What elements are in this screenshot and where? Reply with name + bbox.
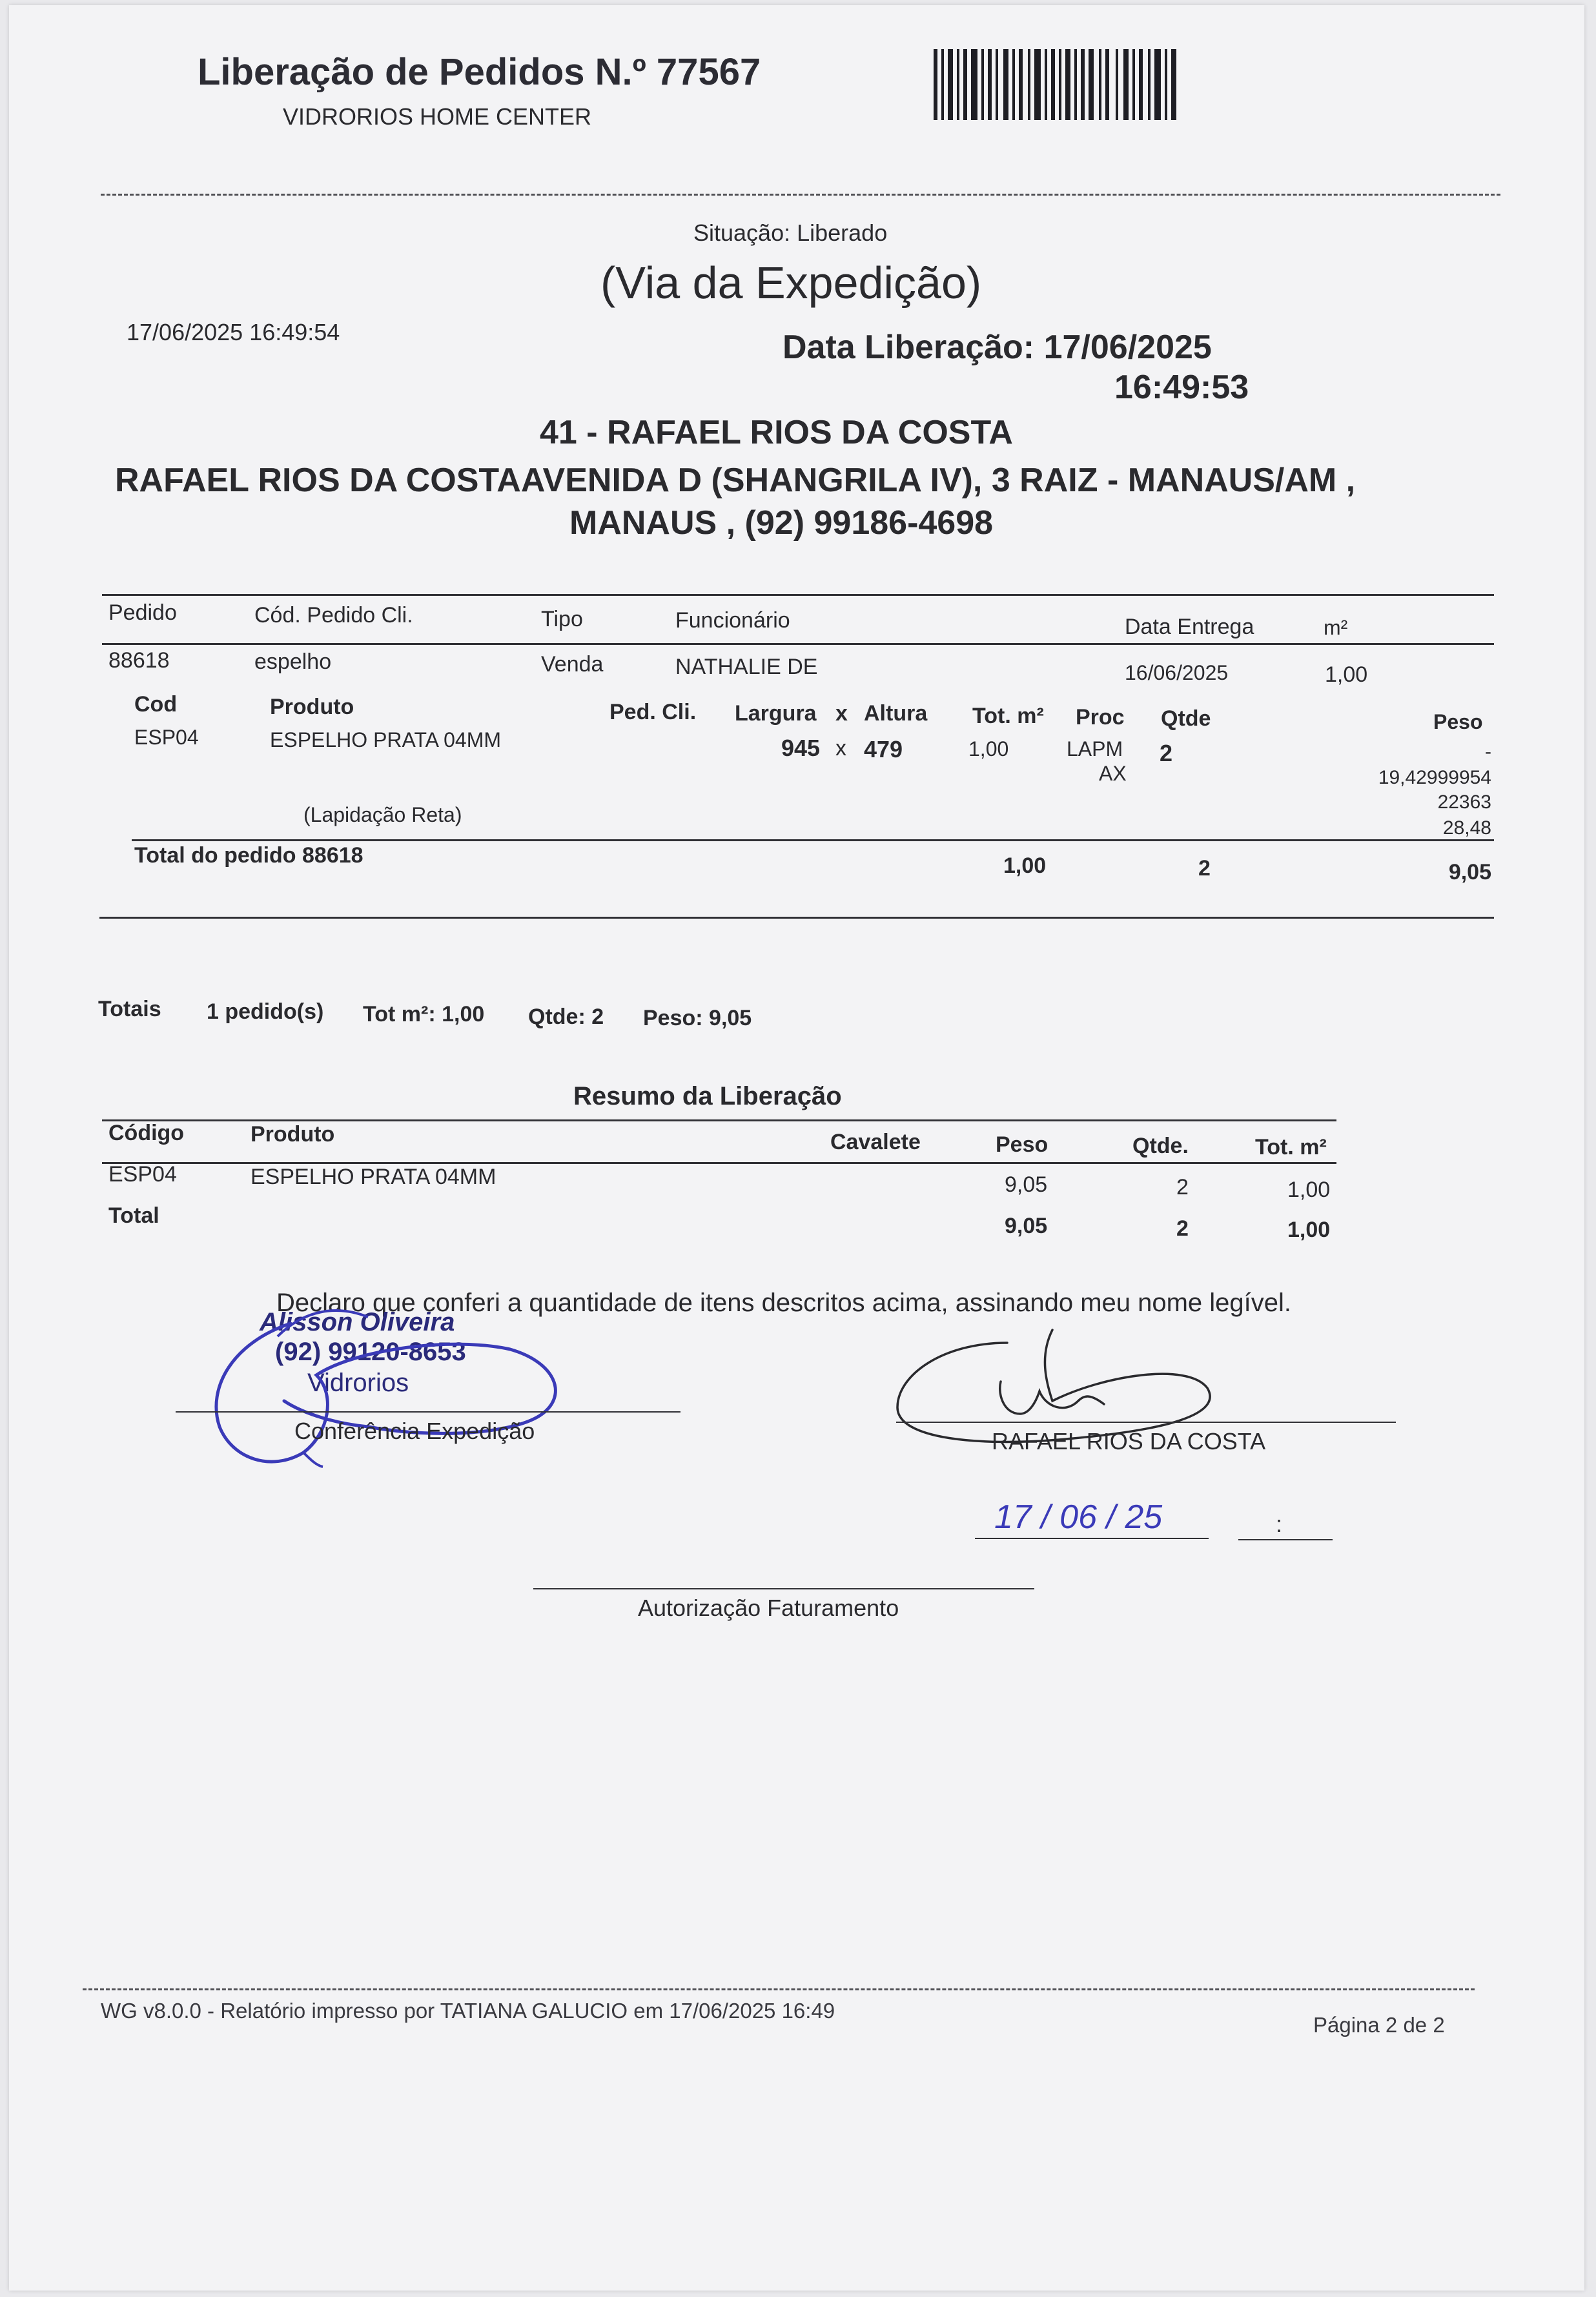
item-header-produto: Produto (270, 695, 354, 719)
summary-header-codigo: Código (108, 1121, 185, 1145)
footer-rule (83, 1988, 1475, 1990)
summary-header-produto: Produto (251, 1122, 335, 1147)
item-note: (Lapidação Reta) (303, 803, 462, 826)
stamp-name: Alisson Oliveira (260, 1308, 455, 1336)
order-header-funcionario: Funcionário (675, 608, 790, 633)
document-title: Liberação de Pedidos N.º 77567 (198, 51, 761, 93)
summary-total-qtde: 2 (1176, 1216, 1189, 1241)
status-text: Situação: Liberado (693, 219, 888, 246)
via-title: (Via da Expedição) (600, 258, 982, 308)
order-header-tipo: Tipo (541, 607, 583, 631)
client-signature-scribble (891, 1317, 1227, 1446)
stamp-company: Vidrorios (307, 1369, 409, 1397)
order-tipo-value: Venda (541, 652, 604, 677)
client-address-line1: RAFAEL RIOS DA COSTAAVENIDA D (SHANGRILA IV), 3 RAIZ - MANAUS/AM , (115, 462, 1356, 499)
item-x-value: x (835, 736, 846, 761)
order-m2-value: 1,00 (1325, 662, 1368, 687)
client-signature-line (896, 1422, 1396, 1423)
summary-header-rule (102, 1162, 1336, 1164)
item-header-qtde: Qtde (1161, 706, 1211, 731)
item-header-proc: Proc (1076, 705, 1125, 730)
totals-label: Totais (98, 997, 161, 1021)
item-header-altura: Altura (864, 701, 928, 726)
client-signature-label: RAFAEL RIOS DA COSTA (992, 1428, 1266, 1455)
order-cod-pedido-cli-value: espelho (254, 649, 332, 674)
totals-tot-m2: Tot m²: 1,00 (363, 1002, 485, 1026)
order-total-peso: 9,05 (1448, 860, 1491, 884)
summary-top-rule (102, 1119, 1336, 1121)
time-line (1238, 1539, 1333, 1540)
summary-title: Resumo da Liberação (573, 1082, 842, 1110)
barcode (934, 49, 1180, 120)
item-peso-line1: - (1485, 741, 1491, 762)
liberation-time: 16:49:53 (1114, 369, 1249, 406)
company-name: VIDRORIOS HOME CENTER (283, 103, 592, 130)
order-header-data-entrega: Data Entrega (1125, 615, 1254, 639)
item-tot-m2-value: 1,00 (968, 737, 1009, 761)
client-address-line2: MANAUS , (92) 99186-4698 (569, 504, 994, 542)
order-data-entrega-value: 16/06/2025 (1125, 661, 1229, 684)
summary-codigo-value: ESP04 (108, 1162, 177, 1187)
item-proc-line1: LAPM (1067, 737, 1123, 761)
item-header-x: x (835, 701, 848, 726)
summary-total-peso: 9,05 (1005, 1214, 1048, 1238)
summary-qtde-value: 2 (1176, 1175, 1189, 1200)
header-divider (101, 194, 1500, 196)
order-total-tot-m2: 1,00 (1003, 853, 1047, 878)
order-total-label: Total do pedido 88618 (134, 843, 363, 868)
item-header-cod: Cod (134, 692, 178, 717)
summary-header-peso: Peso (996, 1132, 1049, 1157)
item-largura-value: 945 (781, 735, 821, 761)
order-header-pedido: Pedido (108, 600, 177, 625)
order-table-top-rule (102, 594, 1494, 596)
handwritten-date: 17 / 06 / 25 (994, 1498, 1163, 1536)
summary-header-cavalete: Cavalete (830, 1130, 921, 1154)
order-funcionario-value: NATHALIE DE (675, 655, 818, 679)
item-cod-value: ESP04 (134, 726, 199, 749)
totals-peso: Peso: 9,05 (643, 1006, 752, 1030)
totals-pedidos: 1 pedido(s) (207, 999, 324, 1024)
item-header-tot-m2: Tot. m² (972, 704, 1044, 728)
totals-qtde: Qtde: 2 (528, 1005, 604, 1029)
summary-peso-value: 9,05 (1005, 1172, 1048, 1197)
authorization-label: Autorização Faturamento (638, 1595, 899, 1621)
item-proc-line2: AX (1099, 762, 1127, 785)
order-pedido-value: 88618 (108, 648, 170, 673)
summary-total-label: Total (108, 1203, 159, 1228)
item-altura-value: 479 (864, 736, 903, 762)
barcode-graphic (934, 49, 1180, 120)
summary-header-tot-m2: Tot. m² (1255, 1135, 1327, 1159)
client-code-name: 41 - RAFAEL RIOS DA COSTA (540, 414, 1013, 451)
order-total-qtde: 2 (1198, 856, 1211, 881)
item-header-largura: Largura (735, 701, 817, 726)
date-line (975, 1538, 1209, 1539)
item-header-ped-cli: Ped. Cli. (609, 700, 697, 724)
item-peso-line4: 28,48 (1442, 817, 1491, 839)
item-header-peso: Peso (1433, 710, 1483, 733)
stamp-phone: (92) 99120-8653 (275, 1338, 466, 1366)
summary-produto-value: ESPELHO PRATA 04MM (251, 1165, 496, 1189)
item-qtde-value: 2 (1160, 740, 1173, 766)
item-total-rule (132, 839, 1494, 841)
order-header-rule (102, 643, 1494, 645)
order-table-bottom-rule (99, 917, 1494, 919)
conference-signature-scribble (207, 1298, 568, 1478)
item-peso-line2: 19,42999954 (1378, 767, 1491, 788)
summary-header-qtde: Qtde. (1132, 1134, 1189, 1158)
order-header-cod-pedido-cli: Cód. Pedido Cli. (254, 603, 413, 628)
authorization-line (533, 1588, 1034, 1589)
time-separator: : (1276, 1511, 1283, 1537)
liberation-date: Data Liberação: 17/06/2025 (783, 329, 1212, 366)
printed-timestamp: 17/06/2025 16:49:54 (127, 319, 340, 345)
conference-label: Conferência Expedição (294, 1418, 535, 1444)
order-header-m2: m² (1324, 616, 1348, 639)
footer-printed-by: WG v8.0.0 - Relatório impresso por TATIANA GALUCIO em 17/06/2025 16:49 (101, 1999, 835, 2023)
summary-total-tot-m2: 1,00 (1287, 1218, 1331, 1242)
item-produto-value: ESPELHO PRATA 04MM (270, 728, 502, 751)
declaration-text: Declaro que conferi a quantidade de itens descritos acima, assinando meu nome legível. (276, 1289, 1292, 1317)
summary-tot-m2-value: 1,00 (1287, 1178, 1331, 1202)
item-peso-line3: 22363 (1437, 791, 1491, 813)
footer-page-number: Página 2 de 2 (1313, 2013, 1445, 2037)
conference-signature-line (176, 1411, 680, 1413)
